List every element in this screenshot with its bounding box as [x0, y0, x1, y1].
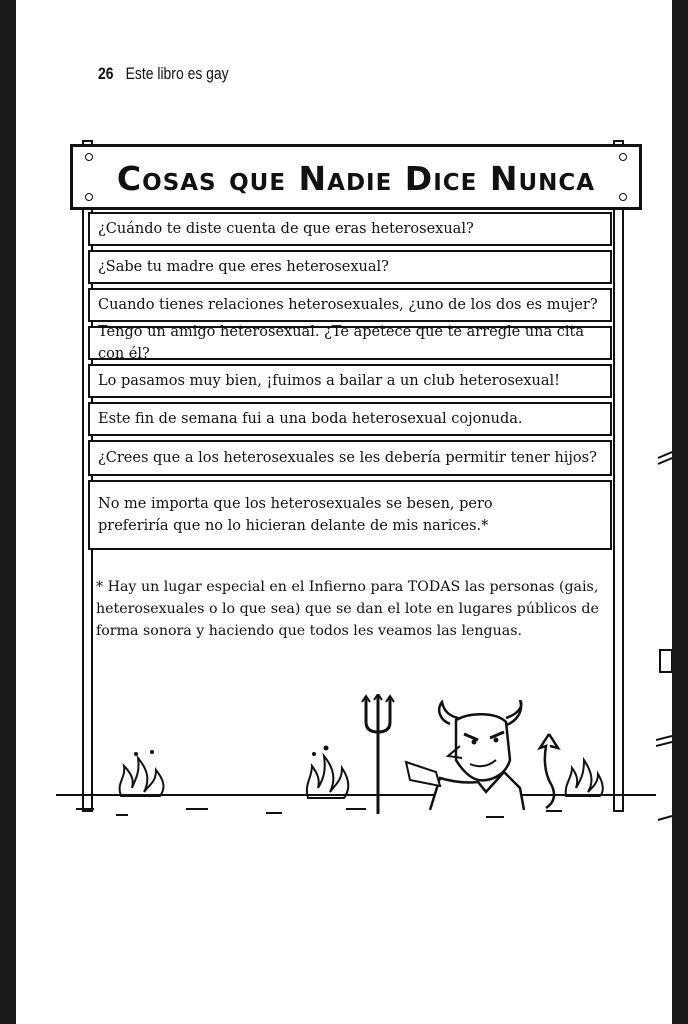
- ground-dash: [116, 814, 128, 816]
- page-header: [98, 64, 229, 84]
- sign-post-right: [613, 140, 624, 812]
- board-row: Cuando tienes relaciones heterosexuales, ¿uno de los dos es mujer?: [88, 288, 612, 322]
- book-page: [16, 0, 672, 1024]
- ground-dash: [76, 808, 94, 810]
- board-row: Lo pasamos muy bien, ¡fuimos a bailar a un club heterosexual!: [88, 364, 612, 398]
- board-row: ¿Sabe tu madre que eres heterosexual?: [88, 250, 612, 284]
- ground-dash: [486, 816, 504, 818]
- flame-icon: [304, 740, 354, 800]
- board-row: Este fin de semana fui a una boda heterosexual cojonuda.: [88, 402, 612, 436]
- flame-icon: [116, 748, 176, 798]
- sign-board: [70, 144, 642, 210]
- ground-dash: [186, 808, 208, 810]
- footnote: * Hay un lugar especial en el Infierno para TODAS las personas (gais, heterosexuales o lo que sea) que se dan el lote en lugares públicos de forma sonora y haciendo que todos les veamos las lenguas.: [96, 579, 599, 639]
- page-number: 26: [98, 64, 114, 83]
- board-row: ¿Crees que a los heterosexuales se les debería permitir tener hijos?: [88, 440, 612, 476]
- devil-tail-icon: [534, 730, 564, 810]
- trident-icon: [358, 694, 398, 816]
- running-title: Este libro es gay: [125, 64, 229, 83]
- board-row: Tengo un amigo heterosexual. ¿Te apetece que te arregle una cita con él?: [88, 326, 612, 360]
- board-row: No me importa que los heterosexuales se besen, pero preferiría que no lo hicieran delante de mis narices.*: [88, 480, 612, 550]
- right-edge-doodle: [656, 440, 672, 840]
- flame-icon: [564, 748, 604, 798]
- board-row: ¿Cuándo te diste cuenta de que eras heterosexual?: [88, 212, 612, 246]
- devil-icon: [400, 700, 530, 810]
- ground-dash: [266, 812, 282, 814]
- sign-title: Cosas que Nadie Dice Nunca: [116, 159, 596, 198]
- ground-dash: [546, 810, 562, 812]
